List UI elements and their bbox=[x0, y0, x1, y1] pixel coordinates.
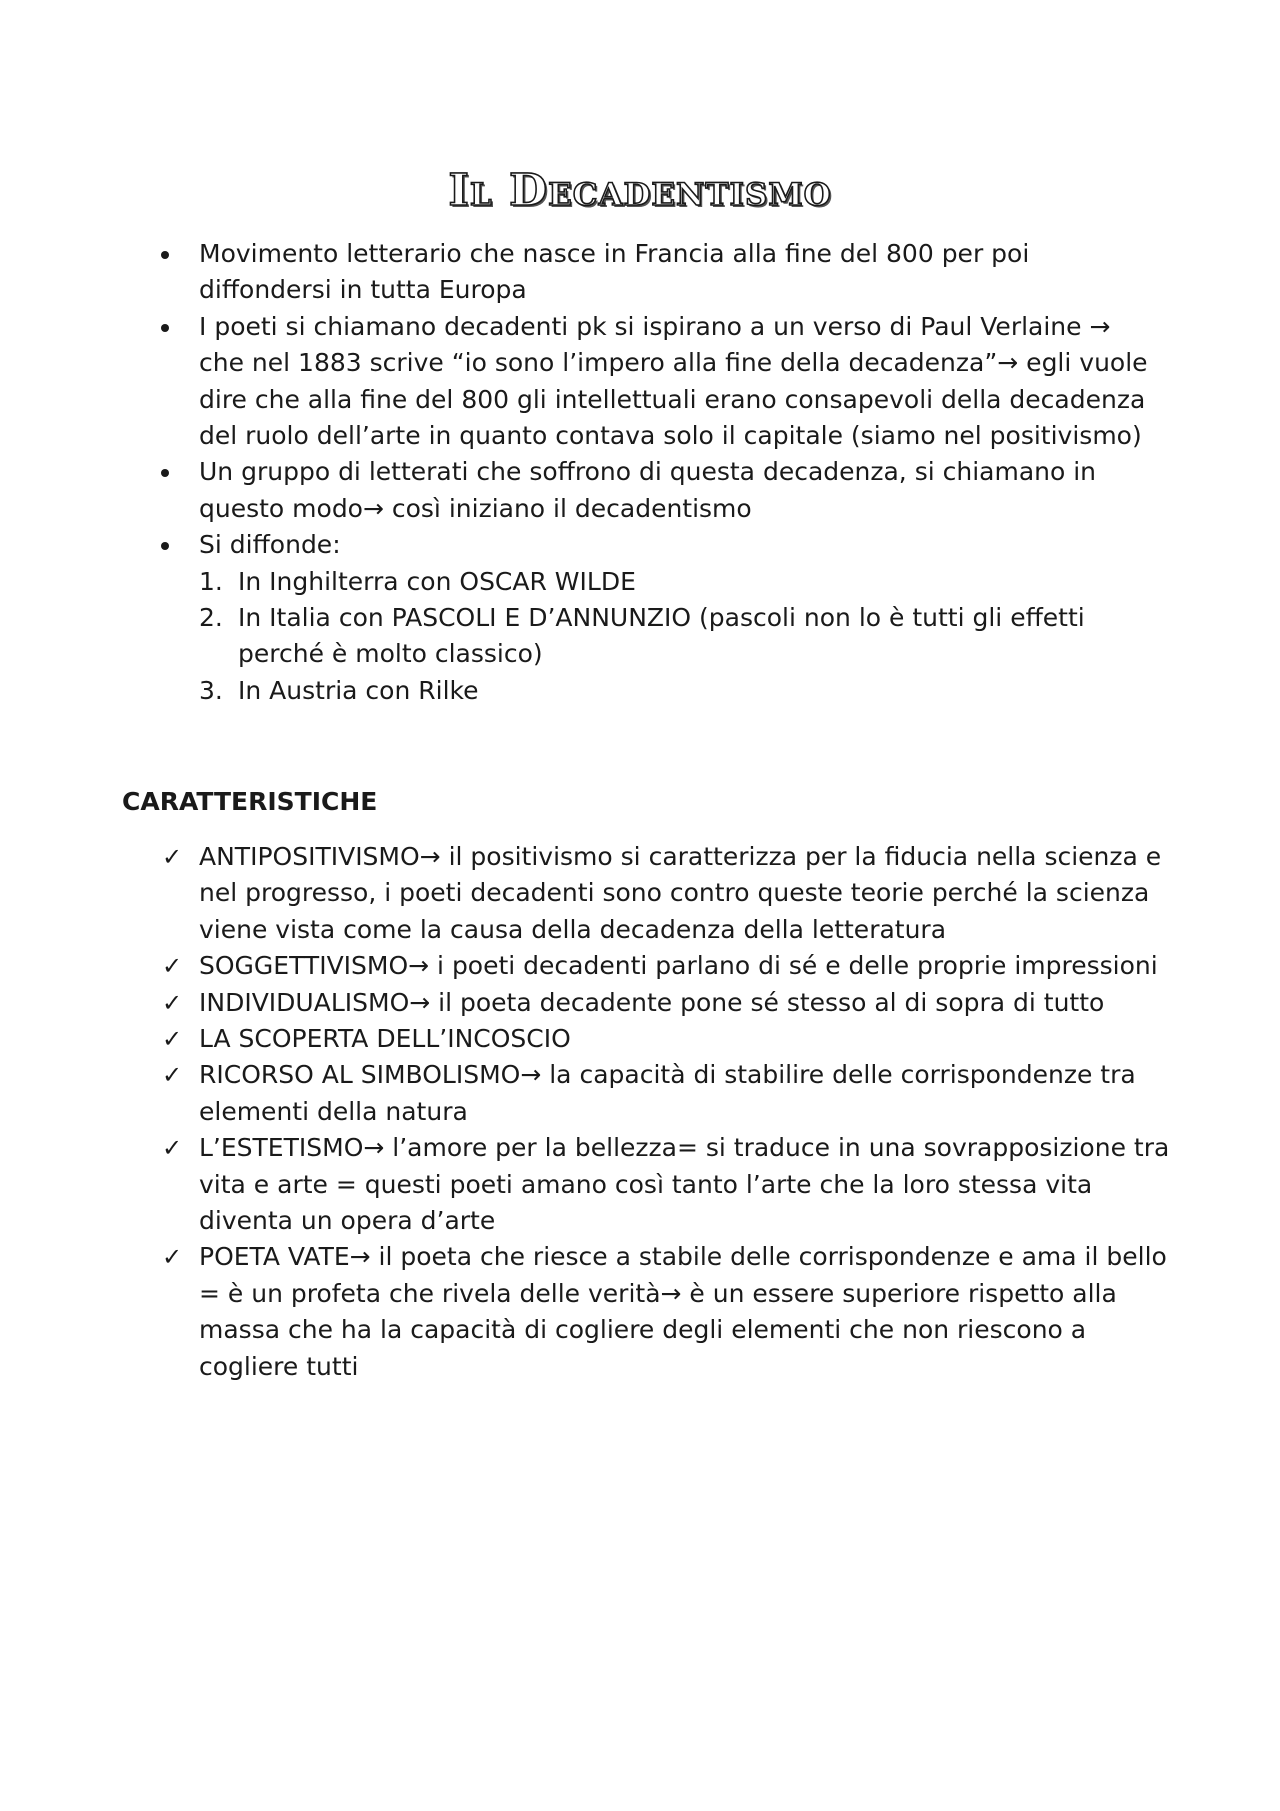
bullet-item bbox=[152, 527, 1162, 709]
checkmark-icon: ✓ bbox=[162, 952, 183, 981]
bullet-dot-icon bbox=[161, 542, 169, 550]
item-number: 3. bbox=[199, 675, 223, 705]
characteristic-item bbox=[152, 1021, 1170, 1057]
bullet-dot-icon bbox=[161, 324, 169, 332]
characteristic-text: ANTIPOSITIVISMO→ il positivismo si caratterizza per la fiducia nella scienza e nel progresso, i poeti decadenti sono contro queste teorie perché la scienza viene vista come la causa della decadenza della letteratura bbox=[199, 842, 1162, 944]
numbered-item-text: In Italia con PASCOLI E D’ANNUNZIO (pascoli non lo è tutti gli effetti perché è molto classico) bbox=[238, 603, 1085, 669]
characteristic-item bbox=[152, 1239, 1170, 1385]
characteristic-text: POETA VATE→ il poeta che riesce a stabile delle corrispondenze e ama il bello = è un profeta che rivela delle verità→ è un essere superiore rispetto alla massa che ha la capacità di cogliere degli elementi che non riescono a cogliere tutti bbox=[199, 1242, 1167, 1381]
checkmark-icon: ✓ bbox=[162, 1025, 183, 1054]
checkmark-icon: ✓ bbox=[162, 1061, 183, 1090]
characteristic-item bbox=[152, 948, 1170, 984]
checkmark-icon: ✓ bbox=[162, 1243, 183, 1272]
bullet-item bbox=[152, 309, 1162, 455]
characteristic-text: LA SCOPERTA DELL’INCOSCIO bbox=[199, 1024, 571, 1054]
item-number: 2. bbox=[199, 603, 223, 633]
characteristics-list bbox=[152, 839, 1170, 1385]
section-heading: CARATTERISTICHE bbox=[122, 787, 378, 816]
characteristic-text: SOGGETTIVISMO→ i poeti decadenti parlano di sé e delle proprie impressioni bbox=[199, 951, 1158, 981]
numbered-item-text: In Austria con Rilke bbox=[238, 675, 479, 705]
bullet-dot-icon bbox=[161, 469, 169, 477]
numbered-item bbox=[199, 673, 1162, 709]
characteristic-item bbox=[152, 985, 1170, 1021]
bullet-item bbox=[152, 236, 1162, 309]
characteristic-item bbox=[152, 1057, 1170, 1130]
numbered-item-text: In Inghilterra con OSCAR WILDE bbox=[238, 566, 636, 596]
bullet-dot-icon bbox=[161, 251, 169, 259]
item-number: 1. bbox=[199, 566, 223, 596]
checkmark-icon: ✓ bbox=[162, 1134, 183, 1163]
bullet-text: Un gruppo di letterati che soffrono di questa decadenza, si chiamano in questo modo→ così iniziano il decadentismo bbox=[199, 457, 1097, 523]
checkmark-icon: ✓ bbox=[162, 843, 183, 871]
intro-bullet-list bbox=[152, 236, 1162, 709]
bullet-item bbox=[152, 454, 1162, 527]
characteristic-text: RICORSO AL SIMBOLISMO→ la capacità di stabilire delle corrispondenze tra elementi della natura bbox=[199, 1060, 1136, 1126]
bullet-text: I poeti si chiamano decadenti pk si ispirano a un verso di Paul Verlaine → che nel 1883 scrive “io sono l’impero alla fine della decadenza”→ egli vuole dire che alla fine del 800 gli intellettuali erano consapevoli della decadenza del ruolo dell’arte in quanto contava solo il capitale (siamo nel positivismo) bbox=[199, 311, 1148, 451]
characteristic-item bbox=[152, 1130, 1170, 1239]
bullet-text: Si diffonde: bbox=[199, 530, 341, 560]
numbered-item bbox=[199, 600, 1162, 673]
characteristic-text: L’ESTETISMO→ l’amore per la bellezza= si traduce in una sovrapposizione tra vita e arte = questi poeti amano così tanto l’arte che la loro stessa vita diventa un opera d’arte bbox=[199, 1133, 1170, 1236]
bullet-text: Movimento letterario che nasce in Francia alla fine del 800 per poi diffondersi in tutta Europa bbox=[199, 239, 1030, 305]
characteristic-text: INDIVIDUALISMO→ il poeta decadente pone sé stesso al di sopra di tutto bbox=[199, 987, 1105, 1017]
numbered-item bbox=[199, 564, 1162, 600]
characteristic-item bbox=[152, 839, 1170, 948]
checkmark-icon: ✓ bbox=[162, 988, 183, 1017]
page-title: Il Decadentismo bbox=[448, 165, 832, 216]
numbered-list bbox=[199, 564, 1162, 710]
